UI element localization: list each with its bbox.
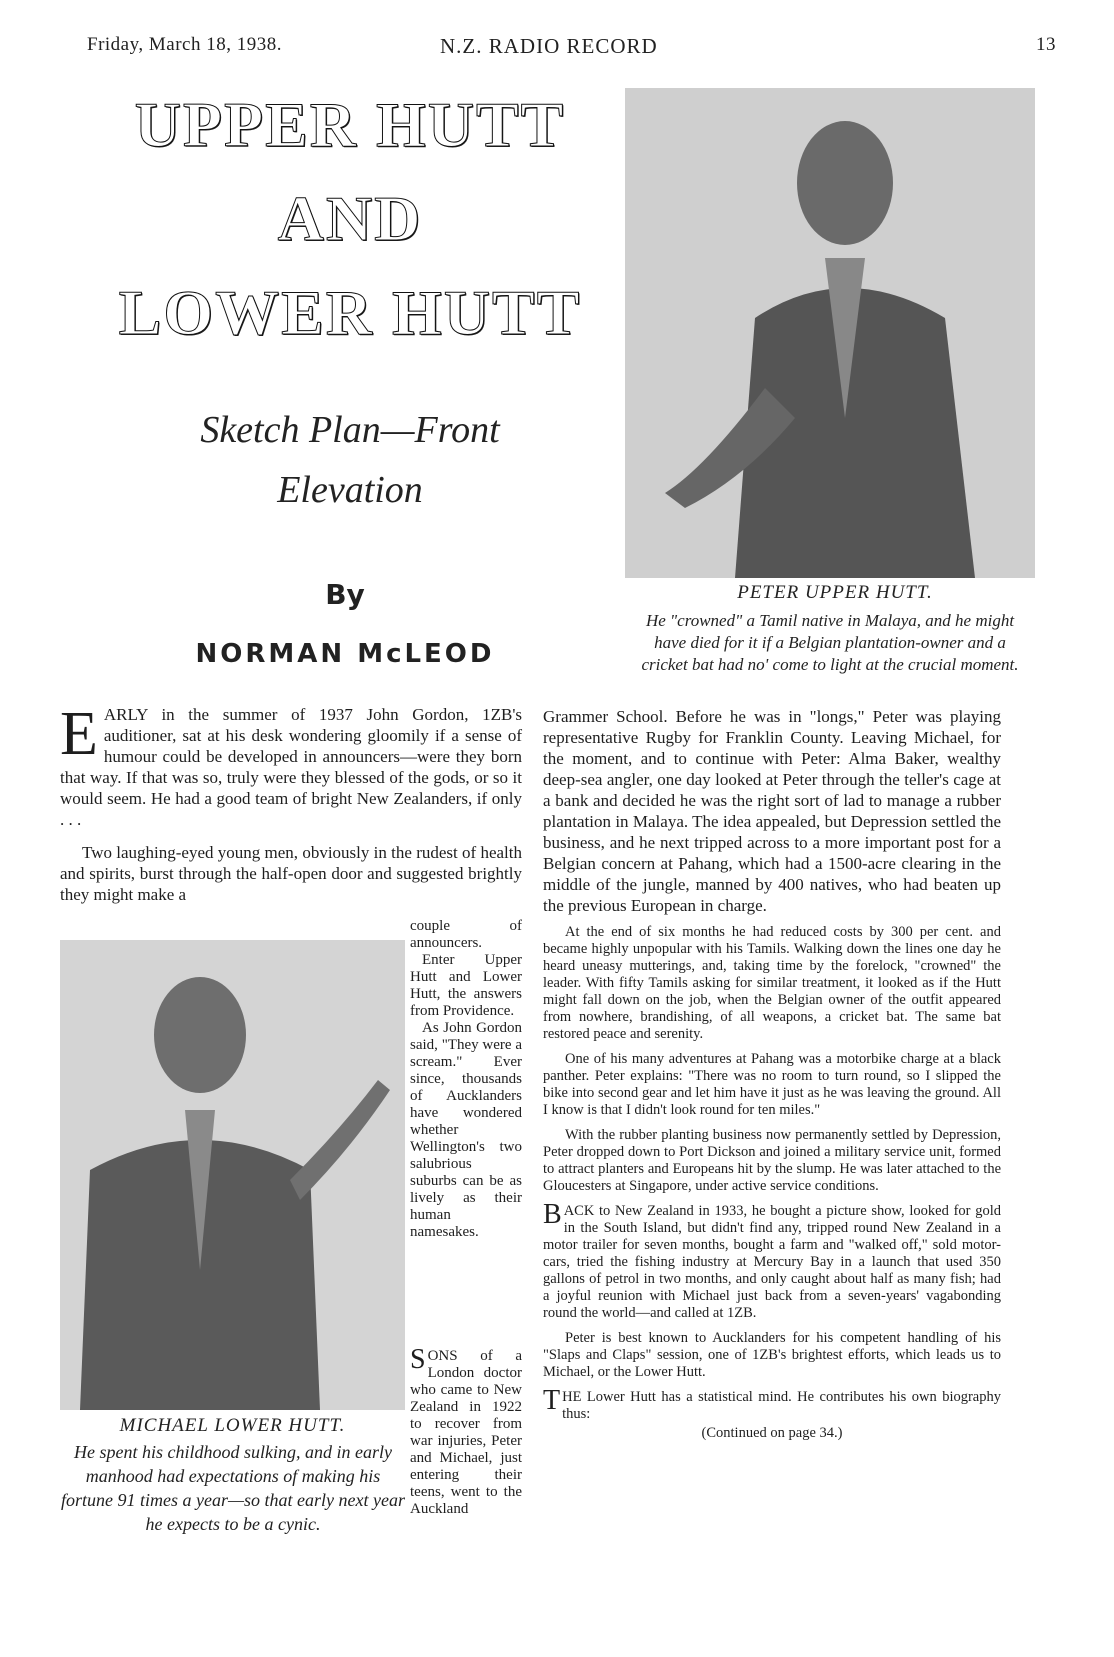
intro-text: ARLY in the summer of 1937 John Gordon, 1ZB's auditioner, sat at his desk wondering gloomily if a sense of humour could be developed in announcers—were they born that way. If that was so, truly were they blessed of the gods, or so it would seem. He had a good team of bright New Zealanders, if only . . . xyxy=(60,705,522,829)
issue-date: Friday, March 18, 1938. xyxy=(87,34,282,55)
narrow-para-1: couple of announcers. xyxy=(410,918,522,951)
author-name: NORMAN McLEOD xyxy=(195,639,495,669)
title-line-1: UPPER HUTT xyxy=(134,89,566,160)
subtitle-line-1: Sketch Plan—Front xyxy=(200,409,500,451)
page-number: 13 xyxy=(1036,34,1056,55)
peter-caption-text: He "crowned" a Tamil native in Malaya, and he might have died for it if a Belgian plantation-owner and a cricket bat had no' come to light at the crucial moment. xyxy=(641,611,1019,674)
narrow-para-2: Enter Upper Hutt and Lower Hutt, the answers from Providence. xyxy=(410,952,522,1019)
drop-cap-e: E xyxy=(60,700,98,768)
peter-caption-name: PETER UPPER HUTT. xyxy=(737,582,933,603)
publication-name: N.Z. RADIO RECORD xyxy=(440,34,658,58)
col2-para-1: Grammer School. Before he was in "longs," Peter was playing representative Rugby for Franklin County. Leaving Michael, for the moment, and to continue with Peter: Alma Baker, wealthy deep-sea angler, one day looked at Peter through the teller's cage at a bank and decided he was the right sort of lad to manage a rubber plantation in Malaya. The idea appealed, but Depression settled the business, and he next tripped across to a more important post for a Belgian concern at Pahang, which had a 1500-acre clearing in the middle of the jungle, manned by 400 natives, who had beaten up the previous European in charge. xyxy=(543,707,1001,915)
michael-photo xyxy=(60,940,405,1410)
article-title xyxy=(70,78,630,360)
col2-para-6: Peter is best known to Aucklanders for his competent handling of his "Slaps and Claps" session, one of 1ZB's brightest efforts, which leads us to Michael, or the Lower Hutt. xyxy=(543,1330,1001,1380)
small-cap-t: T xyxy=(543,1385,561,1416)
michael-caption-name: MICHAEL LOWER HUTT. xyxy=(119,1415,346,1436)
narrow-column-lower xyxy=(410,1344,522,1530)
col2-para-5 xyxy=(543,1199,1001,1322)
continued-note: (Continued on page 34.) xyxy=(701,1425,843,1441)
narrow-column xyxy=(410,918,522,1241)
col2-para-5-text: ACK to New Zealand in 1933, he bought a picture show, looked for gold in the South Island, but didn't find any, tripped round New Zealand in a motor trailer for seven months, bought a farm and "walked off," sold motor-cars, tried the fishing industry at Mercury Bay in a launch that used 350 gallons of petrol in two months, and only caught about half as many fish; had a joyful reunion with Michael just back from a seven-years' vagabonding round the world—and called at 1ZB. xyxy=(543,1203,1001,1321)
michael-caption-text: He spent his childhood sulking, and in early manhood had expectations of making his fortune 91 times a year—so that early next year he expects to be a cynic. xyxy=(61,1442,405,1534)
col2-para-2: At the end of six months he had reduced costs by 300 per cent. and became highly unpopular with his Tamils. Walking down the lines one day he heard uneasy mutterings, and, taking time by the forelock, "crowned" the leader. With fifty Tamils asking for similar treatment, it looked as if the Hutt might fall down on the job, when the Belgian owner of the outfit appeared from nowhere, brandishing, of all weapons, a cricket bat. The same bat restored peace and serenity. xyxy=(543,924,1001,1042)
col2-para-7-text: HE Lower Hutt has a statistical mind. He contributes his own biography thus: xyxy=(562,1389,1001,1422)
article-column-1 xyxy=(60,700,522,917)
byline-by: By xyxy=(325,578,365,611)
article-column-2 xyxy=(543,706,1001,1450)
small-cap-b: B xyxy=(543,1199,562,1230)
paragraph-two: Two laughing-eyed young men, obviously in the rudest of health and spirits, burst through the half-open door and suggested brightly they might make a xyxy=(60,843,522,904)
subtitle-line-2: Elevation xyxy=(277,469,423,511)
article-subtitle xyxy=(120,400,580,520)
title-line-2: AND xyxy=(277,183,423,254)
col2-para-7 xyxy=(543,1385,1001,1423)
intro-paragraph xyxy=(60,700,522,830)
sons-paragraph xyxy=(410,1344,522,1518)
title-line-3: LOWER HUTT xyxy=(118,277,582,348)
col2-tight-block xyxy=(543,924,1001,1442)
sons-text: ONS of a London doctor who came to New Zealand in 1922 to recover from war injuries, Peter and Michael, just entering their teens, went to the Auckland xyxy=(410,1348,522,1517)
narrow-para-3: As John Gordon said, "They were a scream." Ever since, thousands of Aucklanders have wondered whether Wellington's two salubrious suburbs can be as lively as their human namesakes. xyxy=(410,1020,522,1240)
col2-para-3: One of his many adventures at Pahang was a motorbike charge at a black panther. Peter explains: "There was no room to turn round, so I slipped the bike into second gear and let him have it just as he was leaving the ground. All I know is that I didn't look round for ten miles." xyxy=(543,1051,1001,1118)
col2-para-4: With the rubber planting business now permanently settled by Depression, Peter dropped down to Port Dickson and joined a military service unit, formed to attract planters and Europeans hit by the slump. He was later attached to the Gloucesters at Singapore, under active service conditions. xyxy=(543,1127,1001,1194)
peter-photo xyxy=(625,88,1035,578)
small-cap-s: S xyxy=(410,1344,426,1375)
byline xyxy=(170,578,520,669)
